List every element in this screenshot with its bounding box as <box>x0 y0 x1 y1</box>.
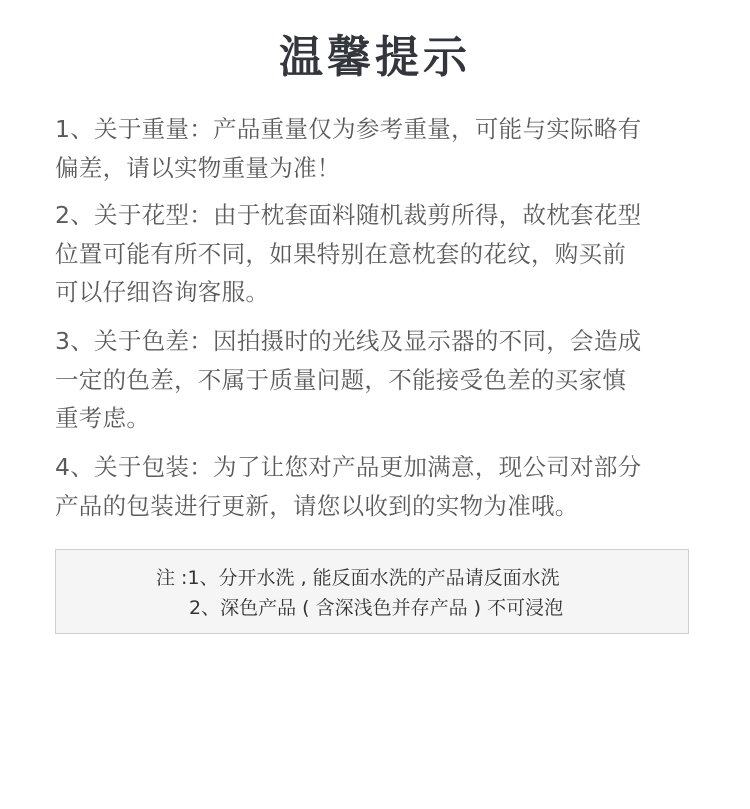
notice-line: 一定的色差，不属于质量问题，不能接受色差的买家慎 <box>55 365 627 394</box>
notice-packaging <box>55 448 700 525</box>
notice-line: 1、关于重量：产品重量仅为参考重量，可能与实际略有 <box>55 115 642 143</box>
notice-line: 位置可能有所不同，如果特别在意枕套的花纹，购买前 <box>55 239 627 268</box>
notice-line: 重考虑。 <box>55 404 151 432</box>
notice-line: 偏差，请以实物重量为准！ <box>55 153 341 182</box>
notice-pattern <box>55 196 700 312</box>
washing-note-line-1: 注 :1、分开水洗 , 能反面水洗的产品请反面水洗 <box>156 567 560 589</box>
notice-color-difference <box>55 322 700 438</box>
notice-line: 产品的包装进行更新，请您以收到的实物为准哦。 <box>55 491 579 520</box>
notice-line: 可以仔细咨询客服。 <box>55 278 270 306</box>
notice-line: 3、关于色差：因拍摄时的光线及显示器的不同，会造成 <box>55 327 642 355</box>
notice-line: 2、关于花型：由于枕套面料随机裁剪所得，故枕套花型 <box>55 201 642 229</box>
washing-note-line-2: 2、深色产品 ( 含深浅色并存产品 ) 不可浸泡 <box>189 597 564 619</box>
washing-note-box <box>55 549 689 634</box>
notice-weight <box>55 110 700 187</box>
page-title: 温馨提示 <box>279 32 471 83</box>
notice-line: 4、关于包装：为了让您对产品更加满意，现公司对部分 <box>55 453 642 481</box>
